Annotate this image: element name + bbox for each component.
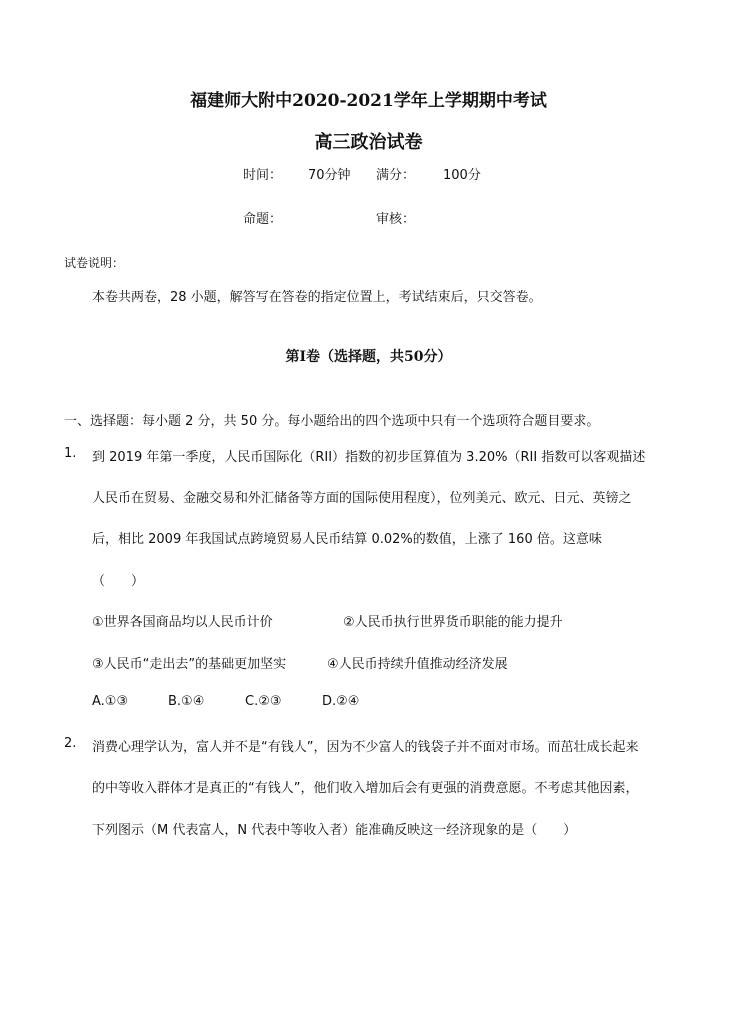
exam-subtitle: 高三政治试卷 [314, 132, 423, 153]
option-item: ④人民币持续升值推动经济发展 [327, 657, 508, 672]
answer-blank: （ ） [92, 574, 145, 589]
question-line: 的中等收入群体才是真正的“有钱人”，他们收入增加后会有更强的消费意愿。不考虑其他因素， [92, 781, 639, 796]
option-item: ①世界各国商品均以人民币计价 [92, 615, 273, 630]
score-value: 100分 [443, 168, 481, 183]
instructions-heading: 试卷说明： [64, 256, 125, 270]
section-intro: 一、选择题：每小题 2 分，共 50 分。每小题给出的四个选项中只有一个选项符合题目要求。 [64, 414, 600, 429]
question-number: 2. [64, 736, 77, 751]
reviewer-label: 审核： [376, 212, 416, 227]
question-line: 下列图示（M 代表富人，N 代表中等收入者）能准确反映这一经济现象的是（ ） [92, 823, 577, 838]
choice-a: A.①③ [92, 694, 129, 709]
question-number: 1. [64, 446, 77, 461]
choice-c: C.②③ [245, 694, 282, 709]
question-line: 到 2019 年第一季度，人民币国际化（RII）指数的初步匡算值为 3.20%（RII 指数可以客观描述 [92, 450, 646, 465]
time-value: 70分钟 [308, 168, 351, 183]
question-line: 后，相比 2009 年我国试点跨境贸易人民币结算 0.02%的数值，上涨了 160 倍。这意味 [92, 532, 602, 547]
option-item: ②人民币执行世界货币职能的能力提升 [343, 615, 563, 630]
exam-title: 福建师大附中2020-2021学年上学期期中考试 [190, 91, 547, 111]
section-title: 第Ⅰ卷（选择题，共50分） [285, 349, 452, 365]
instructions-text: 本卷共两卷，28 小题，解答写在答卷的指定位置上，考试结束后，只交答卷。 [92, 290, 542, 305]
score-label: 满分： [376, 168, 416, 183]
time-label: 时间： [243, 168, 283, 183]
author-label: 命题： [243, 212, 283, 227]
question-line: 人民币在贸易、金融交易和外汇储备等方面的国际使用程度），位列美元、欧元、日元、英镑之 [92, 491, 632, 506]
choice-d: D.②④ [322, 694, 360, 709]
choice-b: B.①④ [168, 694, 205, 709]
option-item: ③人民币“走出去”的基础更加坚实 [92, 657, 287, 672]
question-line: 消费心理学认为，富人并不是“有钱人”，因为不少富人的钱袋子并不面对市场。而茁壮成长起来 [92, 740, 639, 755]
